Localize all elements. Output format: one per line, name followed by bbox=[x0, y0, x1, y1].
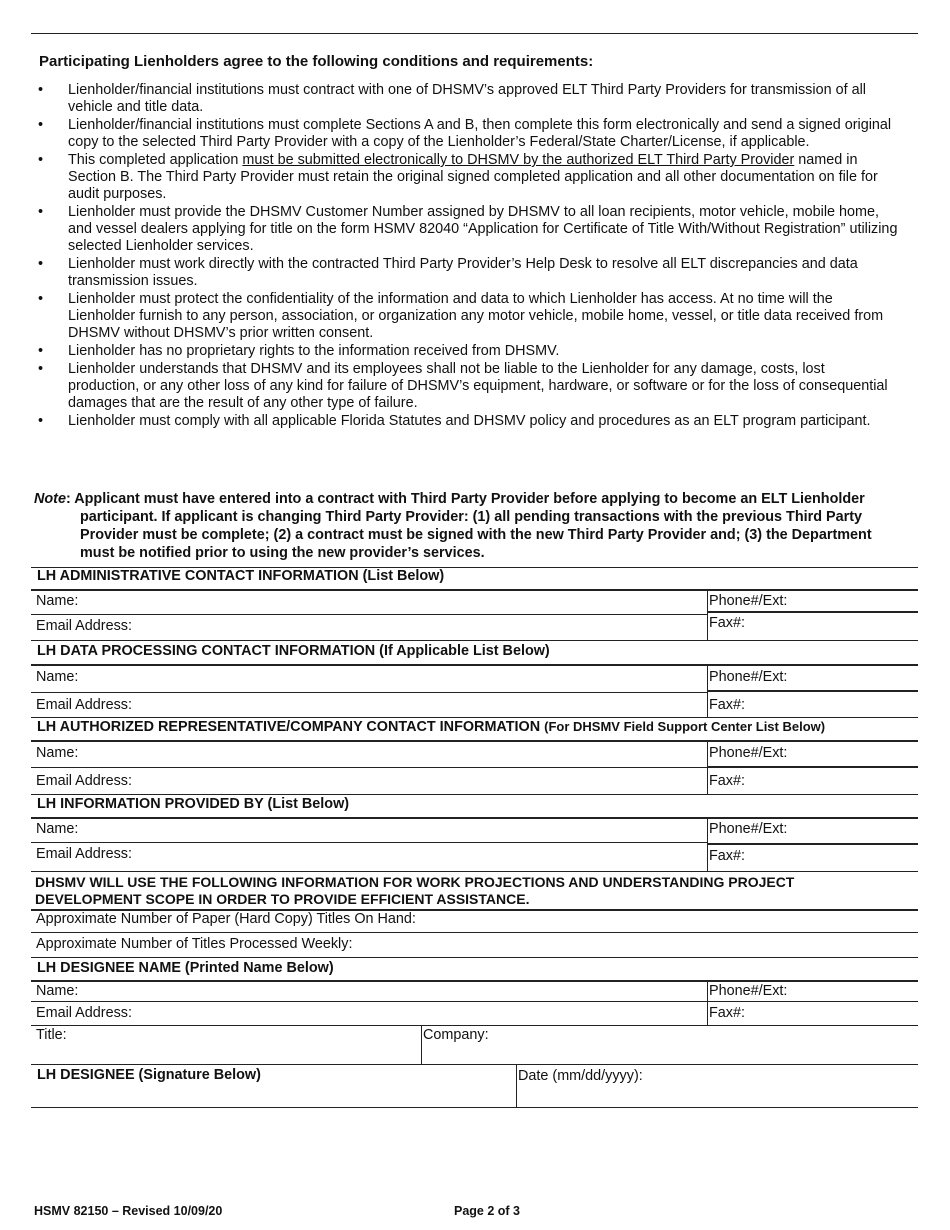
dp-fax-label: Fax#: bbox=[709, 697, 745, 713]
designee-title-label: Title: bbox=[36, 1027, 67, 1043]
list-item: • Lienholder/financial institutions must complete Sections A and B, then complete this form electronically and send a signed original copy to the selected Third Party Provider with a copy of the Lienholder’s Federal/State Charter/License, if applicable. bbox=[38, 117, 892, 150]
bullet-icon: • bbox=[38, 413, 44, 429]
list-item: • Lienholder must protect the confidentiality of the information and data to which Lienholder has access. At no time will the Lienholder furnish to any person, association, or organization any motor vehicle, mobile home, vessel, or title data received from DHSMV without DHSMV’s prior written consent. bbox=[38, 291, 884, 341]
provided-phone-label: Phone#/Ext: bbox=[709, 821, 788, 837]
designee-name-label: Name: bbox=[36, 983, 79, 999]
dp-email-label: Email Address: bbox=[36, 697, 132, 713]
designee-company-label: Company: bbox=[423, 1027, 489, 1043]
provided-by-section-title: LH INFORMATION PROVIDED BY (List Below) bbox=[37, 796, 350, 812]
provided-email-label: Email Address: bbox=[36, 846, 132, 862]
bullet-icon: • bbox=[38, 82, 44, 98]
admin-section-title: LH ADMINISTRATIVE CONTACT INFORMATION (List Below) bbox=[37, 568, 445, 584]
bullet-icon: • bbox=[38, 256, 44, 272]
weekly-titles-label: Approximate Number of Titles Processed Weekly: bbox=[36, 936, 353, 952]
admin-phone-label: Phone#/Ext: bbox=[709, 593, 788, 609]
designee-email-label: Email Address: bbox=[36, 1005, 132, 1021]
list-item: • Lienholder/financial institutions must contract with one of DHSMV’s approved ELT Third Party Providers for transmission of all vehicle and title data. bbox=[38, 82, 866, 115]
auth-name-label: Name: bbox=[36, 745, 79, 761]
list-item: • Lienholder must provide the DHSMV Customer Number assigned by DHSMV to all loan recipients, motor vehicle, mobile home, and vessel dealers applying for title on the form HSMV 82040 “Application for Certificate of Title With/Without Registration” utilizing selected Lienholder services. bbox=[38, 204, 898, 254]
admin-name-label: Name: bbox=[36, 593, 79, 609]
page-number: Page 2 of 3 bbox=[454, 1204, 520, 1218]
list-item: • Lienholder understands that DHSMV and its employees shall not be liable to the Lienholder for any damage, costs, lost production, or any other loss of any kind for failure of DHSMV’s equipment, hardware, or software or for the loss of consequential damages that are the result of any other type of failure. bbox=[38, 361, 888, 411]
dp-name-label: Name: bbox=[36, 669, 79, 685]
data-processing-section-title: LH DATA PROCESSING CONTACT INFORMATION (If Applicable List Below) bbox=[37, 643, 550, 659]
bullet-icon: • bbox=[38, 152, 44, 168]
applicant-note: Note: Applicant must have entered into a contract with Third Party Provider before applying to become an ELT Lienholder participant. If applicant is changing Third Party Provider: (1) all pending transactions with the previous Third Party Provider must be complete; (2) a contract must be signed with the new Third Party Provider and; (3) the Department must be notified prior to using the new provider’s services. bbox=[34, 491, 872, 561]
top-rule bbox=[31, 33, 918, 34]
conditions-heading: Participating Lienholders agree to the following conditions and requirements: bbox=[39, 53, 594, 70]
list-item: • Lienholder has no proprietary rights to the information received from DHSMV. bbox=[38, 343, 560, 359]
bullet-icon: • bbox=[38, 291, 44, 307]
bullet-icon: • bbox=[38, 361, 44, 377]
form-id: HSMV 82150 – Revised 10/09/20 bbox=[34, 1204, 223, 1218]
provided-name-label: Name: bbox=[36, 821, 79, 837]
paper-titles-label: Approximate Number of Paper (Hard Copy) Titles On Hand: bbox=[36, 911, 416, 927]
projections-section-title: DHSMV WILL USE THE FOLLOWING INFORMATION FOR WORK PROJECTIONS AND UNDERSTANDING PROJECT DEVELOPMENT SCOPE IN ORDER TO PROVIDE EFFICIENT ASSISTANCE. bbox=[35, 874, 795, 907]
list-item: • This completed application must be submitted electronically to DHSMV by the authorized ELT Third Party Provider named in Section B. The Third Party Provider must retain the original signed completed application and all other documentation on file for audit purposes. bbox=[38, 152, 878, 202]
designee-signature-section-title: LH DESIGNEE (Signature Below) bbox=[37, 1067, 261, 1083]
designee-phone-label: Phone#/Ext: bbox=[709, 983, 788, 999]
admin-fax-label: Fax#: bbox=[709, 615, 745, 631]
admin-email-label: Email Address: bbox=[36, 618, 132, 634]
dp-phone-label: Phone#/Ext: bbox=[709, 669, 788, 685]
conditions-list bbox=[38, 82, 898, 431]
bullet-icon: • bbox=[38, 204, 44, 220]
auth-phone-label: Phone#/Ext: bbox=[709, 745, 788, 761]
note-label: Note bbox=[34, 491, 66, 507]
auth-fax-label: Fax#: bbox=[709, 773, 745, 789]
provided-fax-label: Fax#: bbox=[709, 848, 745, 864]
bullet-icon: • bbox=[38, 117, 44, 133]
designee-name-section-title: LH DESIGNEE NAME (Printed Name Below) bbox=[37, 960, 334, 976]
auth-email-label: Email Address: bbox=[36, 773, 132, 789]
designee-fax-label: Fax#: bbox=[709, 1005, 745, 1021]
authorized-section-title: LH AUTHORIZED REPRESENTATIVE/COMPANY CONTACT INFORMATION (For DHSMV Field Support Center List Below) bbox=[37, 719, 826, 735]
list-item: • Lienholder must work directly with the contracted Third Party Provider’s Help Desk to resolve all ELT discrepancies and data transmission issues. bbox=[38, 256, 858, 289]
list-item: • Lienholder must comply with all applicable Florida Statutes and DHSMV policy and procedures as an ELT program participant. bbox=[38, 413, 871, 429]
bullet-icon: • bbox=[38, 343, 44, 359]
signature-date-label: Date (mm/dd/yyyy): bbox=[518, 1068, 643, 1084]
